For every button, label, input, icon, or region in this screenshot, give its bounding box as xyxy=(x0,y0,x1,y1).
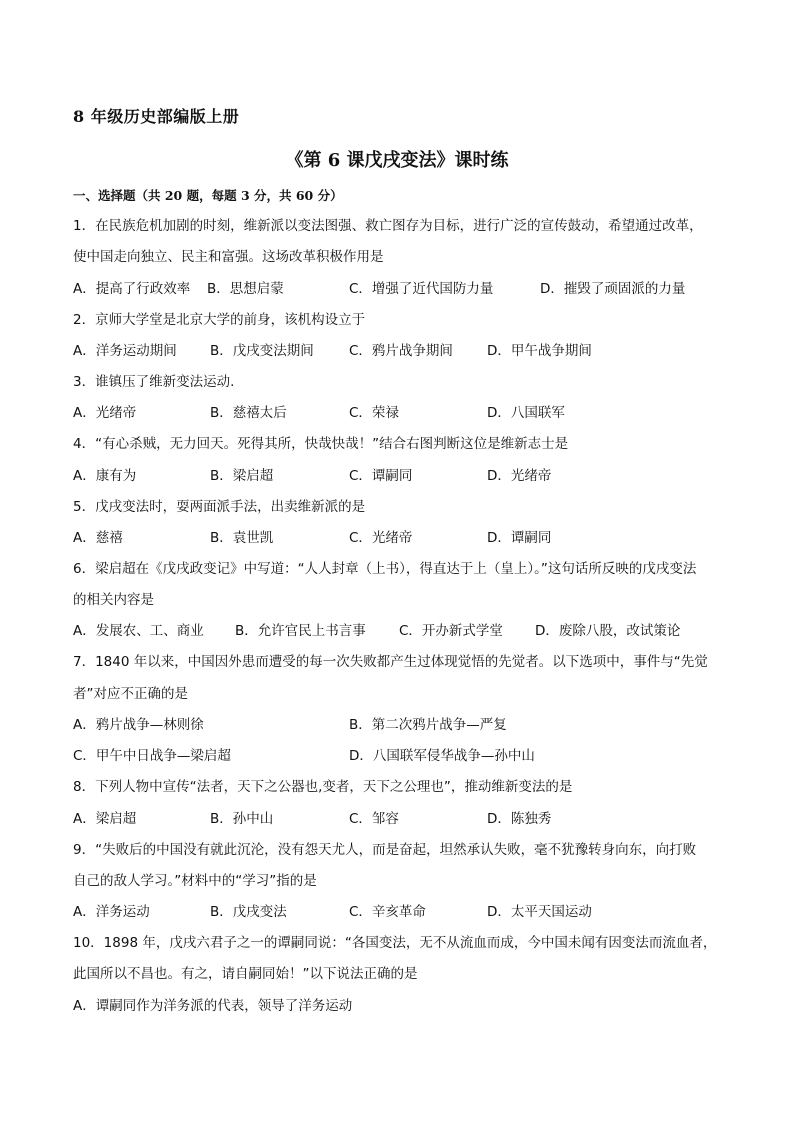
grade-heading: 8 年级历史部编版上册 xyxy=(73,107,240,126)
question-stem-line: 的相关内容是 xyxy=(73,592,154,608)
question-stem-line: 使中国走向独立、民主和富强。这场改革积极作用是 xyxy=(73,249,384,265)
answer-option: B．戊戌变法期间 xyxy=(210,343,314,359)
question-stem-line: 7．1840 年以来，中国因外患而遭受的每一次失败都产生过体现觉悟的先觉者。以下选项中，事件与“先觉 xyxy=(73,654,708,670)
answer-option: B．梁启超 xyxy=(210,468,274,484)
answer-option: C．光绪帝 xyxy=(349,530,413,546)
answer-option: C．辛亥革命 xyxy=(349,904,426,920)
page-title: 《第 6 课戊戌变法》课时练 xyxy=(285,150,509,171)
answer-option: D．陈独秀 xyxy=(487,811,552,827)
question-stem-line: 10．1898 年，戊戌六君子之一的谭嗣同说：“各国变法，无不从流血而成，今中国未闻有因变法而流血者， xyxy=(73,935,717,951)
question-stem-line: 5．戊戌变法时，耍两面派手法，出卖维新派的是 xyxy=(73,499,366,515)
answer-option: D．八国联军侵华战争—孙中山 xyxy=(349,748,535,764)
answer-option: A．洋务运动期间 xyxy=(73,343,177,359)
answer-option: B．戊戌变法 xyxy=(210,904,287,920)
question-stem-line: 2．京师大学堂是北京大学的前身，该机构设立于 xyxy=(73,312,366,328)
question-stem-line: 3．谁镇压了维新变法运动. xyxy=(73,374,235,390)
question-stem-line: 9．“失败后的中国没有就此沉沦，没有怨天尤人，而是奋起，坦然承认失败，毫不犹豫转身向东，向打败 xyxy=(73,842,697,858)
answer-option: A．发展农、工、商业 xyxy=(73,623,204,639)
answer-option: A．光绪帝 xyxy=(73,405,137,421)
answer-option: C．甲午中日战争—梁启超 xyxy=(73,748,231,764)
question-stem-line: 自己的敌人学习。”材料中的“学习”指的是 xyxy=(73,873,317,889)
answer-option: B．第二次鸦片战争—严复 xyxy=(349,717,507,733)
answer-option: A．鸦片战争—林则徐 xyxy=(73,717,204,733)
answer-option: D．摧毁了顽固派的力量 xyxy=(540,281,686,297)
answer-option: D．八国联军 xyxy=(487,405,565,421)
answer-option: A．梁启超 xyxy=(73,811,137,827)
answer-option: B．慈禧太后 xyxy=(210,405,287,421)
answer-option: B．允许官民上书言事 xyxy=(235,623,366,639)
answer-option: C．开办新式学堂 xyxy=(399,623,503,639)
answer-option: D．太平天国运动 xyxy=(487,904,592,920)
answer-option: A．洋务运动 xyxy=(73,904,150,920)
answer-option: D．废除八股，改试策论 xyxy=(535,623,681,639)
answer-option: C．增强了近代国防力量 xyxy=(349,281,494,297)
answer-option: C．邹容 xyxy=(349,811,399,827)
answer-option: D．甲午战争期间 xyxy=(487,343,592,359)
answer-option: C．鸦片战争期间 xyxy=(349,343,453,359)
answer-option: A．慈禧 xyxy=(73,530,123,546)
answer-option: A．提高了行政效率 xyxy=(73,281,191,297)
question-stem-line: 4．“有心杀贼，无力回天。死得其所，快哉快哉！”结合右图判断这位是维新志士是 xyxy=(73,436,569,452)
answer-option: B．袁世凯 xyxy=(210,530,274,546)
answer-option: B．思想启蒙 xyxy=(207,281,284,297)
answer-option: C．谭嗣同 xyxy=(349,468,413,484)
answer-option: A．谭嗣同作为洋务派的代表，领导了洋务运动 xyxy=(73,998,353,1014)
answer-option: A．康有为 xyxy=(73,468,137,484)
answer-option: B．孙中山 xyxy=(210,811,274,827)
answer-option: D．光绪帝 xyxy=(487,468,552,484)
question-stem-line: 6．梁启超在《戊戌政变记》中写道：“人人封章（上书），得直达于上（皇上）。”这句话所反映的戊戌变法 xyxy=(73,561,697,577)
section-heading: 一、选择题（共 20 题，每题 3 分，共 60 分） xyxy=(73,188,343,203)
question-stem-line: 者”对应不正确的是 xyxy=(73,686,188,702)
answer-option: C．荣禄 xyxy=(349,405,399,421)
question-stem-line: 1．在民族危机加剧的时刻，维新派以变法图强、救亡图存为目标，进行广泛的宣传鼓动，希望通过改革， xyxy=(73,218,703,234)
answer-option: D．谭嗣同 xyxy=(487,530,552,546)
question-stem-line: 8．下列人物中宣传“法者，天下之公器也,变者，天下之公理也”，推动维新变法的是 xyxy=(73,779,573,795)
question-stem-line: 此国所以不昌也。有之，请自嗣同始！”以下说法正确的是 xyxy=(73,966,418,982)
